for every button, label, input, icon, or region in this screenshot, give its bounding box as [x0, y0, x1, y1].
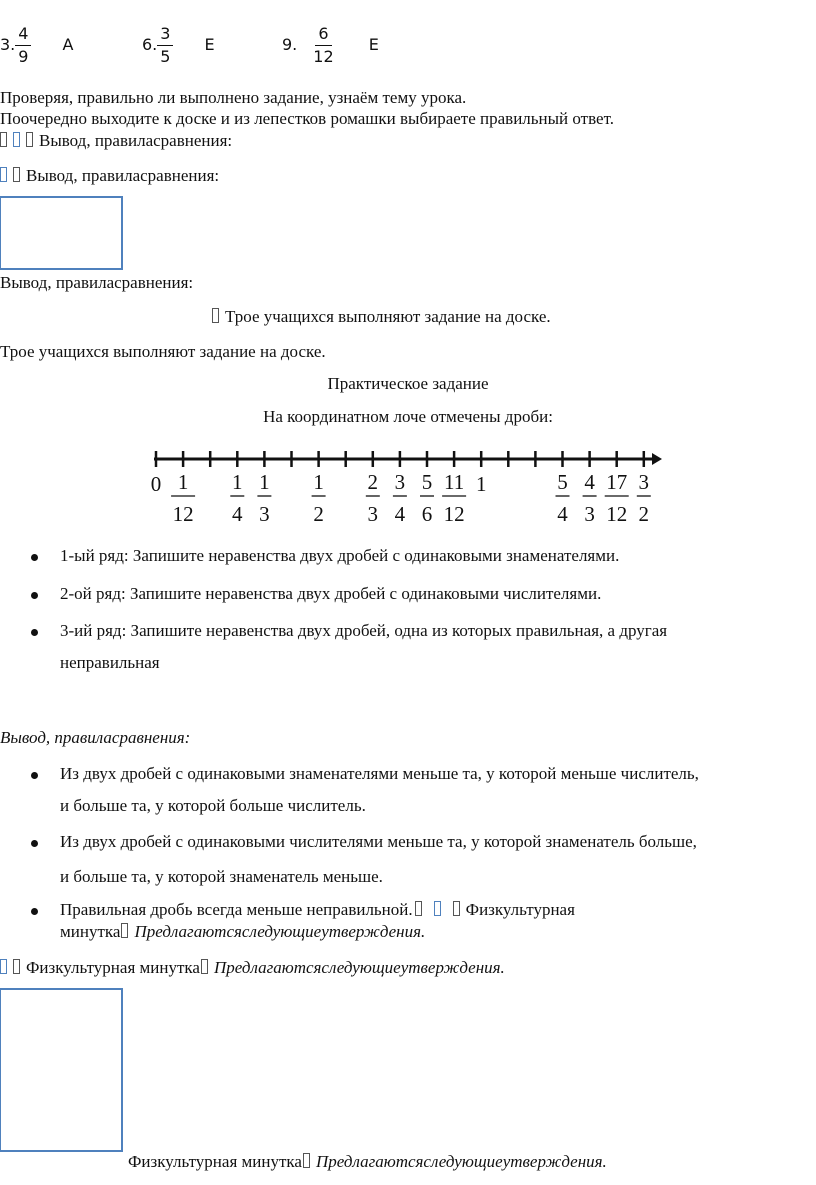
number-line-label	[230, 470, 244, 526]
phys-line: Физкультурная минутка Предлагаютсяследующиеутверждения.	[0, 958, 505, 978]
svg-text:2: 2	[313, 502, 324, 526]
svg-text:1: 1	[259, 470, 270, 494]
svg-text:5: 5	[421, 470, 433, 494]
answer-letter: А	[62, 35, 74, 54]
number-line-label	[393, 470, 407, 526]
number-line-label	[420, 470, 434, 526]
practical-title: Практическое задание	[327, 374, 489, 393]
svg-text:12: 12	[443, 502, 465, 526]
image-placeholder-frame	[0, 988, 123, 1152]
placeholder-glyph-icon	[26, 132, 33, 147]
axis-labels	[151, 470, 651, 526]
bullet-icon	[31, 840, 38, 847]
placeholder-glyph-icon	[212, 308, 219, 323]
number-line-label	[257, 470, 271, 526]
conclusion-line-3: Вывод, правиласравнения:	[0, 273, 194, 292]
number-line-caption: На координатном лоче отмечены дроби:	[263, 407, 553, 426]
svg-text:3: 3	[367, 502, 379, 526]
placeholder-glyph-icon	[434, 901, 441, 916]
answer-letter: Е	[204, 35, 215, 54]
answer-1	[0, 26, 74, 65]
conclusion-line-2: Вывод, правиласравнения:	[0, 166, 219, 186]
svg-text:4: 4	[557, 502, 568, 526]
svg-text:1: 1	[313, 470, 324, 494]
answer-letter: Е	[368, 35, 379, 54]
answer-number: 9.	[282, 35, 298, 54]
three-students-centered: Трое учащихся выполняют задание на доске.	[212, 307, 551, 327]
svg-text:12: 12	[172, 502, 194, 526]
answer-3	[282, 26, 379, 65]
placeholder-glyph-icon	[0, 167, 7, 182]
placeholder-glyph-icon	[13, 132, 20, 147]
answer-fraction: $\frac{4}{9}$	[15, 26, 31, 65]
conclusion-line-1: Вывод, правиласравнения:	[0, 131, 232, 151]
arrow-icon	[652, 453, 662, 465]
svg-text:4: 4	[394, 502, 406, 526]
svg-text:1: 1	[475, 472, 487, 496]
svg-text:3: 3	[638, 470, 650, 494]
number-line-label	[605, 470, 629, 526]
phys-line-bottom: Физкультурная минутка Предлагаютсяследующиеутверждения.	[128, 1152, 607, 1171]
intro-line-2: Поочередно выходите к доске и из лепестков ромашки выбираете правильный ответ.	[0, 109, 614, 128]
svg-text:3: 3	[584, 502, 595, 526]
svg-text:0: 0	[150, 472, 162, 496]
svg-text:3: 3	[259, 502, 270, 526]
svg-text:2: 2	[638, 502, 650, 526]
intro-line-1: Проверяя, правильно ли выполнено задание, узнаём тему урока.	[0, 88, 467, 107]
number-line-label	[171, 470, 195, 526]
svg-text:4: 4	[584, 470, 595, 494]
number-line-label	[556, 470, 570, 526]
svg-text:1: 1	[232, 470, 243, 494]
svg-text:17: 17	[606, 470, 628, 494]
number-line-label	[151, 472, 162, 496]
placeholder-glyph-icon	[0, 132, 7, 147]
svg-text:1: 1	[177, 470, 189, 494]
bullet-icon	[31, 772, 38, 779]
answer-number: 6.	[142, 35, 158, 54]
number-line-label	[476, 472, 487, 496]
svg-text:2: 2	[367, 470, 379, 494]
answer-fraction: $\frac{3}{5}$	[157, 26, 173, 65]
number-line-label	[583, 470, 597, 526]
svg-text:6: 6	[421, 502, 433, 526]
number-line-label	[366, 470, 380, 526]
placeholder-glyph-icon	[201, 959, 208, 974]
placeholder-glyph-icon	[13, 167, 20, 182]
number-line-label	[637, 470, 651, 526]
svg-text:3: 3	[394, 470, 406, 494]
rules-heading: Вывод, правиласравнения:	[0, 728, 191, 747]
svg-text:5: 5	[557, 470, 568, 494]
three-students-line: Трое учащихся выполняют задание на доске.	[0, 342, 326, 361]
answer-fraction: $\frac{6}{12}$	[313, 24, 334, 66]
answer-2	[142, 26, 215, 65]
placeholder-glyph-icon	[415, 901, 422, 916]
bullet-icon	[31, 908, 38, 915]
svg-text:4: 4	[232, 502, 243, 526]
placeholder-glyph-icon	[303, 1153, 310, 1168]
placeholder-glyph-icon	[0, 959, 7, 974]
placeholder-glyph-icon	[453, 901, 460, 916]
answer-number: 3.	[0, 35, 16, 54]
number-line-label	[442, 470, 466, 526]
image-placeholder-frame	[0, 196, 123, 270]
svg-text:12: 12	[606, 502, 628, 526]
svg-text:11: 11	[443, 470, 465, 494]
placeholder-glyph-icon	[13, 959, 20, 974]
bullet-icon	[31, 592, 38, 599]
number-line-label	[312, 470, 326, 526]
bullet-icon	[31, 554, 38, 561]
number-line	[140, 446, 680, 531]
bullet-icon	[31, 629, 38, 636]
placeholder-glyph-icon	[121, 923, 128, 938]
